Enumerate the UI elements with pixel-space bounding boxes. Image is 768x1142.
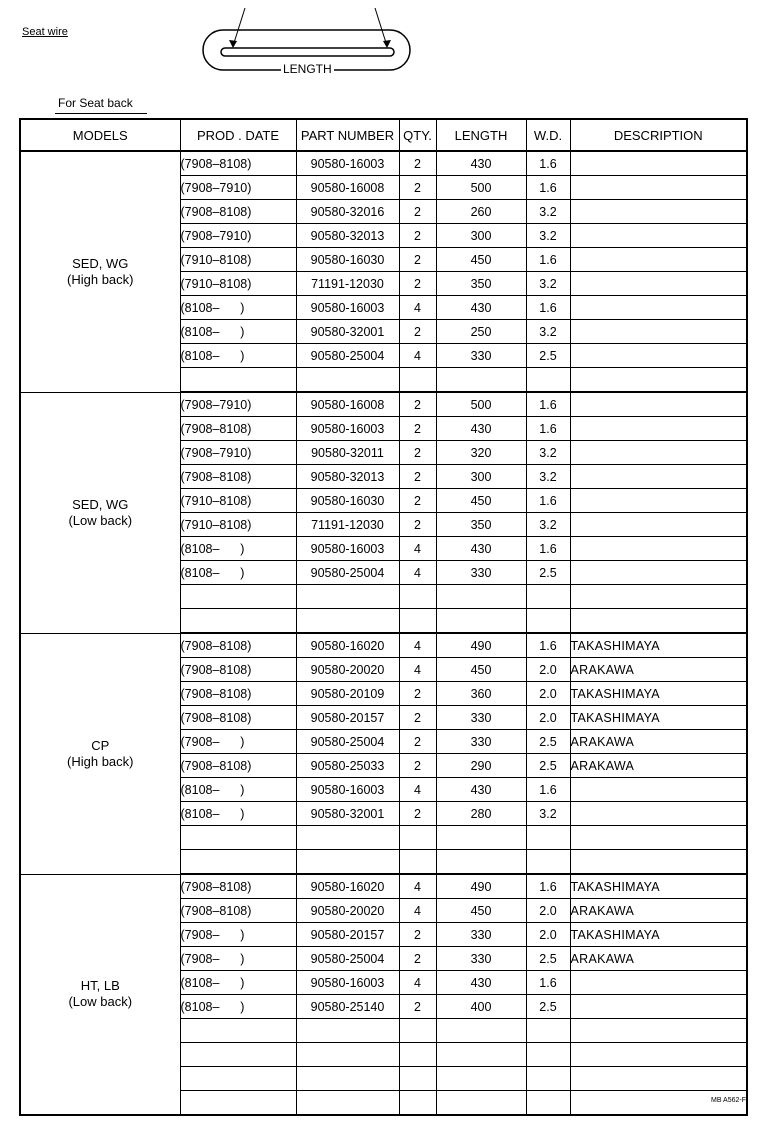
qty-cell: 4 bbox=[399, 971, 436, 995]
length-dimension-label: LENGTH bbox=[283, 62, 332, 76]
qty-cell: 4 bbox=[399, 874, 436, 899]
part-number-cell: 90580-16003 bbox=[296, 971, 399, 995]
seat-wire-label: Seat wire bbox=[22, 26, 68, 38]
wd-cell: 2.5 bbox=[526, 730, 570, 754]
length-cell bbox=[436, 585, 526, 609]
model-cell bbox=[20, 151, 180, 392]
qty-cell bbox=[399, 850, 436, 875]
wd-cell: 1.6 bbox=[526, 874, 570, 899]
qty-cell: 2 bbox=[399, 802, 436, 826]
prod-date-cell bbox=[180, 1019, 296, 1043]
description-cell bbox=[570, 392, 747, 417]
prod-date-cell: (7908–8108) bbox=[180, 633, 296, 658]
prod-date-cell bbox=[180, 1043, 296, 1067]
part-number-cell: 90580-25004 bbox=[296, 344, 399, 368]
part-number-cell: 90580-16003 bbox=[296, 296, 399, 320]
part-number-cell bbox=[296, 609, 399, 634]
length-cell: 250 bbox=[436, 320, 526, 344]
prod-date-cell bbox=[180, 609, 296, 634]
part-number-cell bbox=[296, 585, 399, 609]
wd-cell: 1.6 bbox=[526, 489, 570, 513]
wd-cell: 2.0 bbox=[526, 658, 570, 682]
model-cell bbox=[20, 633, 180, 874]
length-cell: 430 bbox=[436, 537, 526, 561]
description-cell bbox=[570, 585, 747, 609]
part-number-cell: 90580-32013 bbox=[296, 224, 399, 248]
prod-date-cell: (7908–8108) bbox=[180, 465, 296, 489]
description-cell bbox=[570, 1043, 747, 1067]
description-cell bbox=[570, 320, 747, 344]
prod-date-cell bbox=[180, 826, 296, 850]
prod-date-cell bbox=[180, 850, 296, 875]
part-number-cell: 90580-25004 bbox=[296, 561, 399, 585]
length-cell: 450 bbox=[436, 489, 526, 513]
wd-cell: 2.5 bbox=[526, 995, 570, 1019]
wd-cell: 2.5 bbox=[526, 947, 570, 971]
prod-date-cell: (8108– ) bbox=[180, 561, 296, 585]
qty-cell bbox=[399, 368, 436, 393]
prod-date-cell: (8108– ) bbox=[180, 802, 296, 826]
length-cell bbox=[436, 609, 526, 634]
part-number-cell: 90580-16003 bbox=[296, 151, 399, 176]
prod-date-cell: (7908–8108) bbox=[180, 682, 296, 706]
prod-date-cell: (8108– ) bbox=[180, 537, 296, 561]
qty-cell: 4 bbox=[399, 537, 436, 561]
wd-cell: 3.2 bbox=[526, 272, 570, 296]
qty-cell: 4 bbox=[399, 296, 436, 320]
qty-cell: 4 bbox=[399, 561, 436, 585]
model-cell bbox=[20, 874, 180, 1115]
column-header-length: LENGTH bbox=[436, 119, 526, 151]
length-cell: 430 bbox=[436, 151, 526, 176]
wd-cell: 1.6 bbox=[526, 633, 570, 658]
table-body bbox=[20, 151, 747, 1115]
length-cell bbox=[436, 850, 526, 875]
qty-cell: 4 bbox=[399, 899, 436, 923]
qty-cell bbox=[399, 1019, 436, 1043]
length-cell: 490 bbox=[436, 874, 526, 899]
part-number-cell: 90580-16008 bbox=[296, 392, 399, 417]
qty-cell bbox=[399, 826, 436, 850]
description-cell bbox=[570, 248, 747, 272]
wd-cell bbox=[526, 1067, 570, 1091]
description-cell bbox=[570, 802, 747, 826]
part-number-cell: 90580-16008 bbox=[296, 176, 399, 200]
part-number-cell: 90580-20109 bbox=[296, 682, 399, 706]
seat-wire-diagram bbox=[195, 8, 425, 88]
wd-cell: 1.6 bbox=[526, 296, 570, 320]
prod-date-cell: (8108– ) bbox=[180, 971, 296, 995]
wd-cell: 3.2 bbox=[526, 465, 570, 489]
length-cell bbox=[436, 1043, 526, 1067]
model-name: HT, LB bbox=[80, 978, 120, 994]
wd-cell bbox=[526, 850, 570, 875]
prod-date-cell: (7908– ) bbox=[180, 947, 296, 971]
description-cell bbox=[570, 609, 747, 634]
wd-cell: 3.2 bbox=[526, 200, 570, 224]
column-header-prod-date: PROD . DATE bbox=[180, 119, 296, 151]
qty-cell: 2 bbox=[399, 224, 436, 248]
document-code: MB A562-F bbox=[710, 1097, 746, 1104]
prod-date-cell: (7908–7910) bbox=[180, 176, 296, 200]
length-cell bbox=[436, 1019, 526, 1043]
prod-date-cell: (7908–8108) bbox=[180, 754, 296, 778]
part-number-cell: 90580-16020 bbox=[296, 633, 399, 658]
description-cell: ARAKAWA bbox=[570, 899, 747, 923]
length-cell: 490 bbox=[436, 633, 526, 658]
length-cell: 500 bbox=[436, 392, 526, 417]
qty-cell: 2 bbox=[399, 682, 436, 706]
column-header-part-number: PART NUMBER bbox=[296, 119, 399, 151]
model-variant: (Low back) bbox=[68, 512, 133, 528]
section-title-underline bbox=[55, 113, 147, 114]
description-cell bbox=[570, 489, 747, 513]
prod-date-cell: (8108– ) bbox=[180, 344, 296, 368]
part-number-cell: 90580-20020 bbox=[296, 658, 399, 682]
description-cell bbox=[570, 465, 747, 489]
wd-cell: 3.2 bbox=[526, 513, 570, 537]
prod-date-cell: (7908– ) bbox=[180, 923, 296, 947]
wd-cell: 3.2 bbox=[526, 802, 570, 826]
model-name: SED, WG bbox=[72, 496, 129, 512]
part-number-cell: 90580-32011 bbox=[296, 441, 399, 465]
prod-date-cell bbox=[180, 585, 296, 609]
part-number-cell: 90580-25004 bbox=[296, 947, 399, 971]
qty-cell: 2 bbox=[399, 754, 436, 778]
qty-cell: 4 bbox=[399, 344, 436, 368]
part-number-cell bbox=[296, 1067, 399, 1091]
length-cell bbox=[436, 1067, 526, 1091]
prod-date-cell: (7908– ) bbox=[180, 730, 296, 754]
part-number-cell: 90580-16030 bbox=[296, 248, 399, 272]
prod-date-cell: (7910–8108) bbox=[180, 513, 296, 537]
description-cell bbox=[570, 995, 747, 1019]
length-cell: 430 bbox=[436, 417, 526, 441]
prod-date-cell: (7908–8108) bbox=[180, 706, 296, 730]
seat-wire-parts-table bbox=[19, 118, 748, 1116]
qty-cell bbox=[399, 1043, 436, 1067]
wd-cell: 2.0 bbox=[526, 899, 570, 923]
wd-cell: 2.0 bbox=[526, 706, 570, 730]
prod-date-cell bbox=[180, 368, 296, 393]
table-row bbox=[20, 633, 747, 658]
description-cell: ARAKAWA bbox=[570, 754, 747, 778]
qty-cell: 2 bbox=[399, 417, 436, 441]
qty-cell: 2 bbox=[399, 392, 436, 417]
wd-cell: 1.6 bbox=[526, 417, 570, 441]
length-cell: 350 bbox=[436, 272, 526, 296]
table-row bbox=[20, 874, 747, 899]
wd-cell bbox=[526, 1019, 570, 1043]
model-variant: (High back) bbox=[67, 271, 134, 287]
description-cell bbox=[570, 850, 747, 875]
length-cell: 500 bbox=[436, 176, 526, 200]
part-number-cell bbox=[296, 1019, 399, 1043]
description-cell bbox=[570, 200, 747, 224]
length-cell: 360 bbox=[436, 682, 526, 706]
description-cell: ARAKAWA bbox=[570, 658, 747, 682]
column-header-description: DESCRIPTION bbox=[570, 119, 747, 151]
description-cell: TAKASHIMAYA bbox=[570, 923, 747, 947]
description-cell bbox=[570, 561, 747, 585]
description-cell bbox=[570, 778, 747, 802]
prod-date-cell: (7910–8108) bbox=[180, 248, 296, 272]
wd-cell bbox=[526, 585, 570, 609]
prod-date-cell: (8108– ) bbox=[180, 995, 296, 1019]
description-cell: TAKASHIMAYA bbox=[570, 633, 747, 658]
description-cell: TAKASHIMAYA bbox=[570, 874, 747, 899]
part-number-cell bbox=[296, 850, 399, 875]
column-header-qty: QTY. bbox=[399, 119, 436, 151]
qty-cell: 2 bbox=[399, 272, 436, 296]
part-number-cell: 90580-32001 bbox=[296, 802, 399, 826]
model-name: CP bbox=[91, 737, 110, 753]
prod-date-cell: (7910–8108) bbox=[180, 489, 296, 513]
part-number-cell: 90580-16003 bbox=[296, 778, 399, 802]
qty-cell: 4 bbox=[399, 778, 436, 802]
wd-cell: 1.6 bbox=[526, 778, 570, 802]
prod-date-cell: (7908–8108) bbox=[180, 874, 296, 899]
qty-cell: 2 bbox=[399, 706, 436, 730]
description-cell bbox=[570, 441, 747, 465]
length-cell: 450 bbox=[436, 248, 526, 272]
wd-cell: 2.5 bbox=[526, 344, 570, 368]
length-cell: 330 bbox=[436, 344, 526, 368]
part-number-cell: 90580-16003 bbox=[296, 417, 399, 441]
part-number-cell: 90580-20157 bbox=[296, 706, 399, 730]
prod-date-cell: (7908–7910) bbox=[180, 441, 296, 465]
prod-date-cell: (8108– ) bbox=[180, 296, 296, 320]
table-row bbox=[20, 151, 747, 176]
prod-date-cell: (7908–8108) bbox=[180, 417, 296, 441]
description-cell bbox=[570, 971, 747, 995]
length-cell: 450 bbox=[436, 899, 526, 923]
description-cell bbox=[570, 296, 747, 320]
description-cell bbox=[570, 151, 747, 176]
length-cell bbox=[436, 1091, 526, 1116]
part-number-cell: 90580-16003 bbox=[296, 537, 399, 561]
length-cell: 280 bbox=[436, 802, 526, 826]
column-header-models: MODELS bbox=[20, 119, 180, 151]
description-cell: ARAKAWA bbox=[570, 730, 747, 754]
qty-cell: 2 bbox=[399, 513, 436, 537]
description-cell: TAKASHIMAYA bbox=[570, 682, 747, 706]
description-cell bbox=[570, 537, 747, 561]
description-cell bbox=[570, 1019, 747, 1043]
part-number-cell: 71191-12030 bbox=[296, 272, 399, 296]
length-cell: 450 bbox=[436, 658, 526, 682]
prod-date-cell bbox=[180, 1091, 296, 1116]
qty-cell bbox=[399, 1067, 436, 1091]
prod-date-cell bbox=[180, 1067, 296, 1091]
qty-cell: 2 bbox=[399, 923, 436, 947]
description-cell bbox=[570, 826, 747, 850]
length-cell bbox=[436, 826, 526, 850]
qty-cell: 2 bbox=[399, 995, 436, 1019]
table-row bbox=[20, 392, 747, 417]
qty-cell bbox=[399, 609, 436, 634]
table-header-row bbox=[20, 119, 747, 151]
prod-date-cell: (7908–7910) bbox=[180, 392, 296, 417]
length-cell: 430 bbox=[436, 778, 526, 802]
column-header-wd: W.D. bbox=[526, 119, 570, 151]
wd-cell: 2.0 bbox=[526, 682, 570, 706]
part-number-cell bbox=[296, 368, 399, 393]
length-cell bbox=[436, 368, 526, 393]
qty-cell: 2 bbox=[399, 947, 436, 971]
length-cell: 330 bbox=[436, 923, 526, 947]
prod-date-cell: (7908–8108) bbox=[180, 899, 296, 923]
wd-cell: 1.6 bbox=[526, 537, 570, 561]
qty-cell: 4 bbox=[399, 658, 436, 682]
length-cell: 300 bbox=[436, 224, 526, 248]
wd-cell bbox=[526, 368, 570, 393]
prod-date-cell: (7908–8108) bbox=[180, 200, 296, 224]
wd-cell: 3.2 bbox=[526, 320, 570, 344]
part-number-cell: 90580-16020 bbox=[296, 874, 399, 899]
part-number-cell: 90580-32013 bbox=[296, 465, 399, 489]
description-cell bbox=[570, 417, 747, 441]
wd-cell: 1.6 bbox=[526, 392, 570, 417]
prod-date-cell: (7908–8108) bbox=[180, 151, 296, 176]
description-cell bbox=[570, 513, 747, 537]
description-cell bbox=[570, 368, 747, 393]
wd-cell: 3.2 bbox=[526, 441, 570, 465]
wd-cell bbox=[526, 1091, 570, 1116]
part-number-cell: 90580-32016 bbox=[296, 200, 399, 224]
prod-date-cell: (8108– ) bbox=[180, 320, 296, 344]
qty-cell: 2 bbox=[399, 465, 436, 489]
model-cell bbox=[20, 392, 180, 633]
qty-cell: 2 bbox=[399, 320, 436, 344]
description-cell bbox=[570, 176, 747, 200]
length-cell: 330 bbox=[436, 706, 526, 730]
qty-cell: 2 bbox=[399, 730, 436, 754]
model-name: SED, WG bbox=[72, 255, 129, 271]
part-number-cell: 90580-32001 bbox=[296, 320, 399, 344]
wd-cell bbox=[526, 826, 570, 850]
length-cell: 320 bbox=[436, 441, 526, 465]
part-number-cell bbox=[296, 1043, 399, 1067]
prod-date-cell: (7910–8108) bbox=[180, 272, 296, 296]
section-title: For Seat back bbox=[58, 96, 133, 110]
length-cell: 400 bbox=[436, 995, 526, 1019]
description-cell bbox=[570, 344, 747, 368]
length-cell: 260 bbox=[436, 200, 526, 224]
part-number-cell: 90580-20020 bbox=[296, 899, 399, 923]
prod-date-cell: (8108– ) bbox=[180, 778, 296, 802]
description-cell: TAKASHIMAYA bbox=[570, 706, 747, 730]
qty-cell bbox=[399, 585, 436, 609]
wd-cell: 1.6 bbox=[526, 248, 570, 272]
wd-cell: 3.2 bbox=[526, 224, 570, 248]
part-number-cell bbox=[296, 1091, 399, 1116]
description-cell: ARAKAWA bbox=[570, 947, 747, 971]
prod-date-cell: (7908–7910) bbox=[180, 224, 296, 248]
part-number-cell: 90580-25004 bbox=[296, 730, 399, 754]
wd-cell: 1.6 bbox=[526, 971, 570, 995]
wd-cell: 1.6 bbox=[526, 151, 570, 176]
part-number-cell bbox=[296, 826, 399, 850]
part-number-cell: 90580-25140 bbox=[296, 995, 399, 1019]
length-cell: 430 bbox=[436, 971, 526, 995]
qty-cell: 2 bbox=[399, 441, 436, 465]
part-number-cell: 90580-20157 bbox=[296, 923, 399, 947]
model-variant: (High back) bbox=[67, 753, 134, 769]
length-cell: 330 bbox=[436, 730, 526, 754]
length-cell: 330 bbox=[436, 947, 526, 971]
wd-cell: 2.0 bbox=[526, 923, 570, 947]
part-number-cell: 71191-12030 bbox=[296, 513, 399, 537]
length-cell: 430 bbox=[436, 296, 526, 320]
wd-cell: 2.5 bbox=[526, 754, 570, 778]
wd-cell bbox=[526, 609, 570, 634]
qty-cell: 4 bbox=[399, 633, 436, 658]
length-cell: 290 bbox=[436, 754, 526, 778]
wd-cell: 2.5 bbox=[526, 561, 570, 585]
wd-cell bbox=[526, 1043, 570, 1067]
description-cell bbox=[570, 272, 747, 296]
prod-date-cell: (7908–8108) bbox=[180, 658, 296, 682]
qty-cell: 2 bbox=[399, 151, 436, 176]
qty-cell bbox=[399, 1091, 436, 1116]
qty-cell: 2 bbox=[399, 176, 436, 200]
length-cell: 350 bbox=[436, 513, 526, 537]
part-number-cell: 90580-16030 bbox=[296, 489, 399, 513]
description-cell bbox=[570, 1067, 747, 1091]
length-cell: 300 bbox=[436, 465, 526, 489]
description-cell bbox=[570, 224, 747, 248]
part-number-cell: 90580-25033 bbox=[296, 754, 399, 778]
model-variant: (Low back) bbox=[68, 994, 133, 1010]
length-cell: 330 bbox=[436, 561, 526, 585]
qty-cell: 2 bbox=[399, 200, 436, 224]
qty-cell: 2 bbox=[399, 248, 436, 272]
qty-cell: 2 bbox=[399, 489, 436, 513]
wd-cell: 1.6 bbox=[526, 176, 570, 200]
